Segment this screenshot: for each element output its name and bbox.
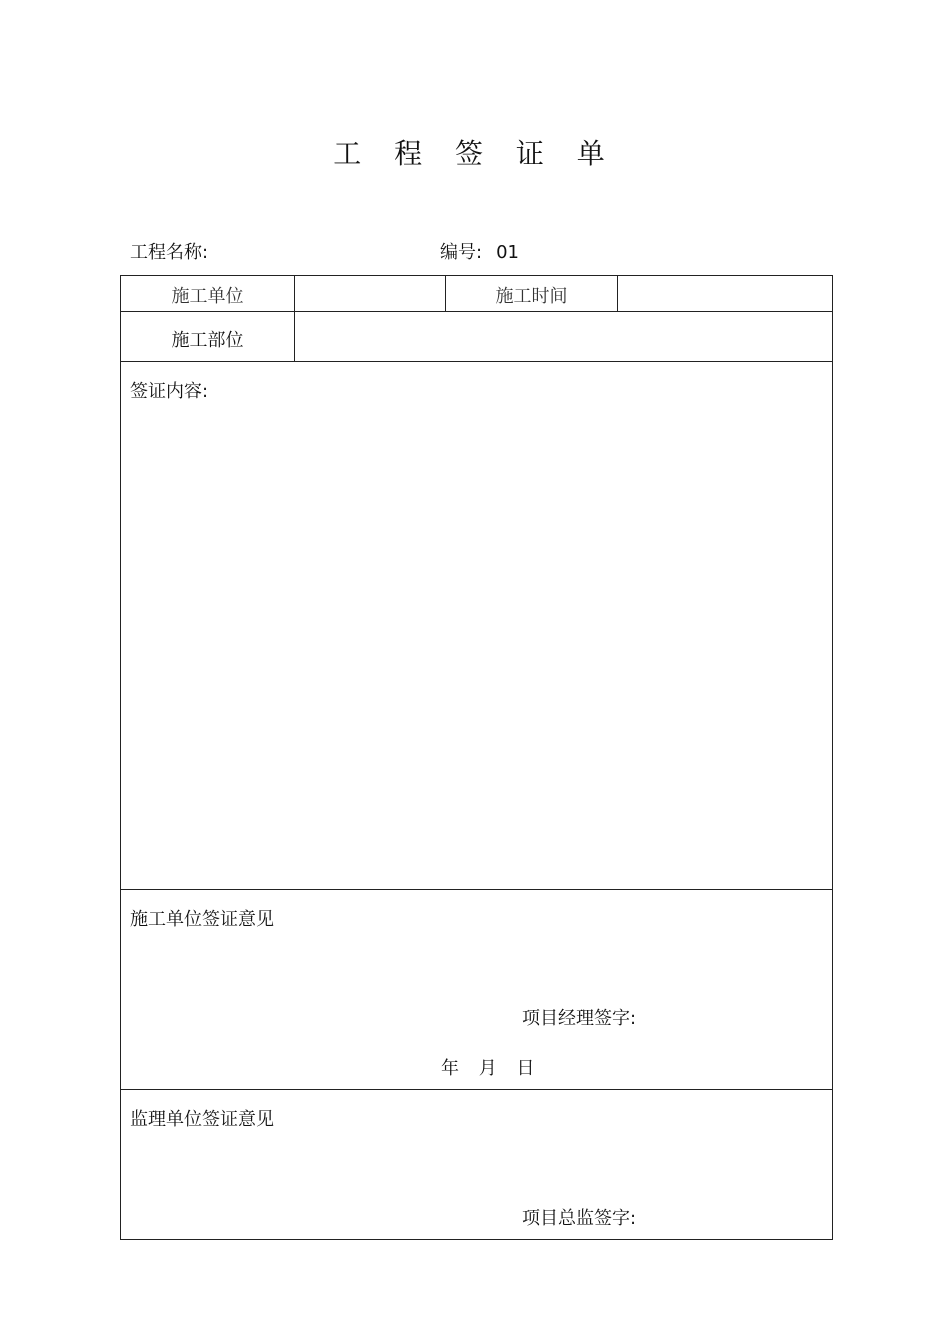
col-divider-1 — [294, 276, 295, 361]
number-field — [440, 238, 519, 264]
unit-label: 施工单位 — [171, 286, 244, 307]
time-label: 施工时间 — [495, 286, 568, 307]
row-divider-4 — [121, 1089, 832, 1090]
project-name-label: 工程名称: — [130, 242, 209, 263]
number-label: 编号: — [440, 242, 483, 263]
supervisor-opinion-label: 监理单位签证意见 — [130, 1109, 274, 1130]
visa-form-table — [120, 275, 833, 1240]
row-divider-3 — [121, 889, 832, 890]
col-divider-3 — [617, 276, 618, 311]
chief-sign-label: 项目总监签字: — [522, 1208, 637, 1229]
row-divider-2 — [121, 361, 832, 362]
number-value: 01 — [496, 242, 519, 263]
row-divider-1 — [121, 311, 832, 312]
page-title: 工 程 签 证 单 — [333, 137, 617, 170]
content-label: 签证内容: — [130, 381, 209, 402]
contractor-opinion-label: 施工单位签证意见 — [130, 909, 274, 930]
pm-sign-label: 项目经理签字: — [522, 1008, 637, 1029]
date-label: 年 月 日 — [441, 1058, 535, 1079]
location-label: 施工部位 — [171, 330, 244, 351]
